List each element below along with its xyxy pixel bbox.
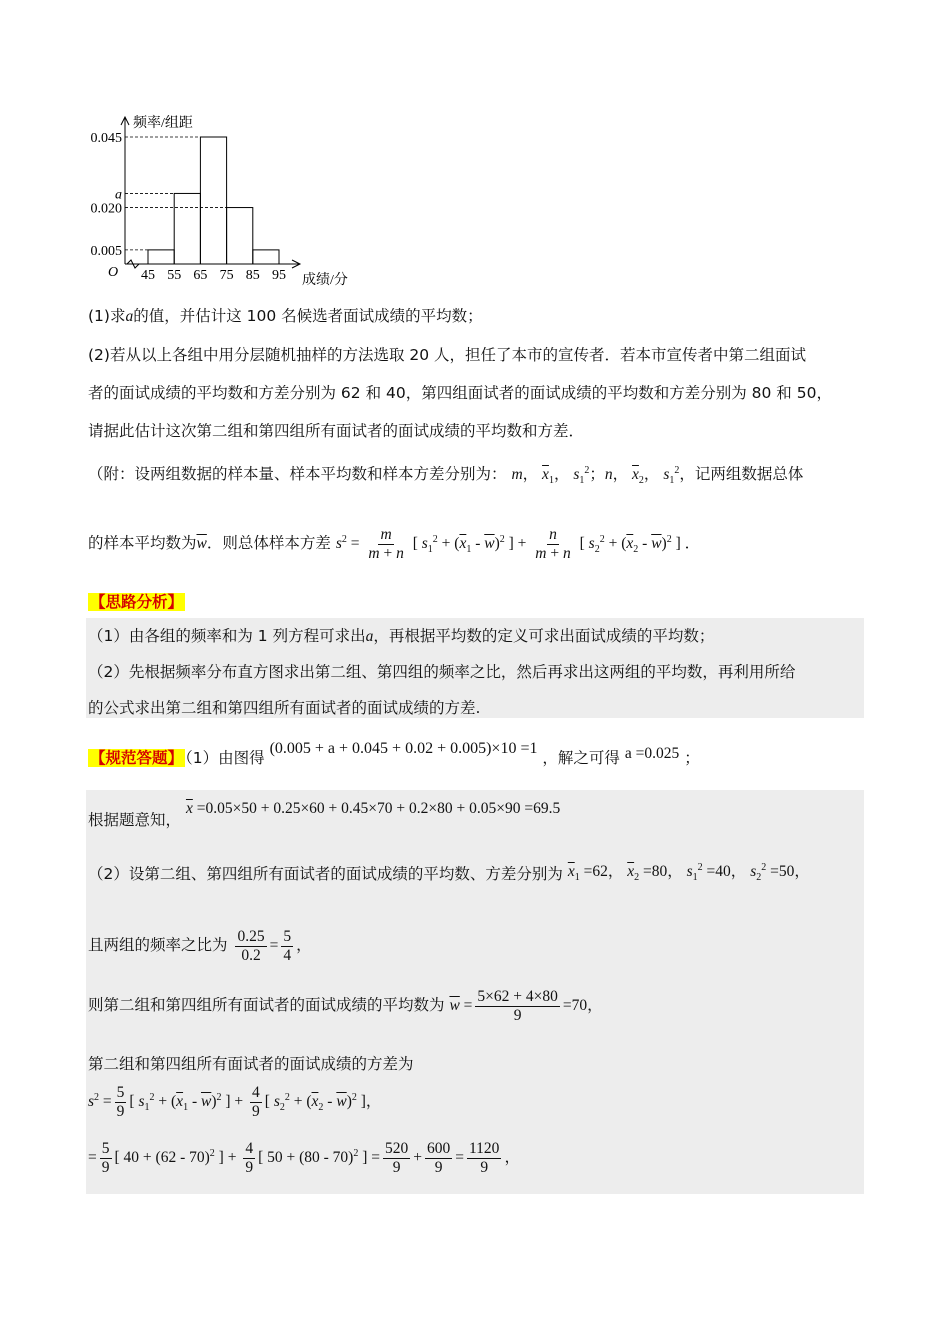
question-2-line-3: 请据此估计这次第二组和第四组所有面试者的面试成绩的平均数和方差．	[88, 422, 585, 440]
frequency-histogram	[80, 95, 460, 295]
y-tick-label-3: 0.020	[90, 201, 122, 217]
solution-line-8: = $\frac{5}{9}$ [ 40 + (62 - 70)$^2$ ] + $\frac{4}{9}$ [ 50 + (80 - 70)$^2$ ] = $\frac{520}{9}$ + $\frac{600}{9}$ = $\frac{1120}{9}$ ，	[88, 1140, 520, 1176]
origin-label: O	[107, 265, 119, 280]
y-tick-label-4: 0.005	[90, 243, 122, 259]
y-tick-label-1: 0.045	[90, 131, 122, 146]
histogram-bar-1	[148, 250, 174, 264]
histogram-bar-2	[174, 193, 200, 264]
x-tick-label-55: 55	[167, 268, 182, 283]
note-line-2: 的样本平均数为$\overline{w}$．则总体样本方差 $s^2$ = $\frac{m}{m + n}$ [ $s_1^2 + (\overline{x}_1 - \overline{w})^2$ ] + $\frac{n}{m + n}$ [ $s_2^2 + (\overline{x}_2 - \overline{w})^2$ ] ．	[88, 526, 701, 562]
solution-line-2: 根据题意知， $\overline{x} =0.05\times 50 + 0.25\times 60 + 0.45\times 70 + 0.2\times 80 + 0.05\times 90 =69.5$	[88, 800, 561, 829]
y-axis-label: 频率/组距	[133, 116, 193, 131]
x-tick-label-85: 85	[245, 268, 260, 283]
solution-line-5: 则第二组和第四组所有面试者的面试成绩的平均数为 $\overline{w}$ = $\frac{5\times 62 + 4\times 80}{9}$ =70，	[88, 988, 603, 1024]
analysis-line-1: （1）由各组的频率和为 1 列方程可求出a，再根据平均数的定义可求出面试成绩的平均数；	[88, 627, 715, 645]
solution-line-3: （2）设第二组、第四组所有面试者的面试成绩的平均数、方差分别为 $\overline{x}_1 =62$， $\overline{x}_2 =80$， $s_1^2 =40$， $s_2^2 =50$，	[88, 861, 810, 884]
x-tick-label-75: 75	[219, 268, 234, 283]
analysis-tag: 【思路分析】	[90, 593, 184, 611]
x-axis-label: 成绩/分	[302, 273, 348, 288]
x-tick-label-65: 65	[193, 268, 208, 283]
question-1: (1)求a的值，并估计这 100 名候选者面试成绩的平均数；	[88, 307, 483, 325]
variance-formula: $s^2$ = $\frac{m}{m + n}$ [ $s_1^2 + (\overline{x}_1 - \overline{w})^2$ ] + $\frac{n}{m + n}$ [ $s_2^2 + (\overline{x}_2 - \overline{w})^2$ ]	[335, 526, 685, 562]
histogram-bar-5	[253, 250, 279, 264]
solution-line-6: 第二组和第四组所有面试者的面试成绩的方差为	[88, 1055, 414, 1073]
histogram-bar-3	[200, 137, 226, 264]
analysis-line-2: （2）先根据频率分布直方图求出第二组、第四组的频率之比，然后再求出这两组的平均数，再利用所给	[88, 663, 796, 681]
question-2-line-1: (2)若从以上各组中用分层随机抽样的方法选取 20 人，担任了本市的宣传者．若本市宣传者中第二组面试	[88, 346, 807, 364]
x-tick-label-95: 95	[272, 268, 286, 283]
x-tick-label-45: 45	[141, 268, 155, 283]
solution-line-1: 【规范答题】 （1）由图得 (0.005 + a + 0.045 + 0.02 + 0.005)×10 =1 ，解之可得 a =0.025 ；	[90, 740, 700, 767]
histogram-bar-4	[227, 208, 253, 264]
question-2-line-2: 者的面试成绩的平均数和方差分别为 62 和 40，第四组面试者的面试成绩的平均数和方差分别为 80 和 50，	[88, 384, 832, 402]
solution-line-7: $s^2$ = $\frac{5}{9}$ [ $s_1^2 + (\overline{x}_1 - \overline{w})^2$ ] + $\frac{4}{9}$ [ $s_2^2 + (\overline{x}_2 - \overline{w})^2$ ]，	[88, 1084, 382, 1120]
analysis-line-3: 的公式求出第二组和第四组所有面试者的面试成绩的方差.	[88, 699, 481, 717]
solution-line-4: 且两组的频率之比为 $\frac{0.25}{0.2}$ = $\frac{5}{4}$ ，	[88, 928, 312, 964]
y-tick-label-2: a	[115, 187, 122, 203]
note-line-1: （附：设两组数据的样本量、样本平均数和样本方差分别为： m， $\overline{x}_1$， $s_1^2$；n， $\overline{x}_2$， $s_1^2$，记两组数据总体	[88, 464, 804, 487]
